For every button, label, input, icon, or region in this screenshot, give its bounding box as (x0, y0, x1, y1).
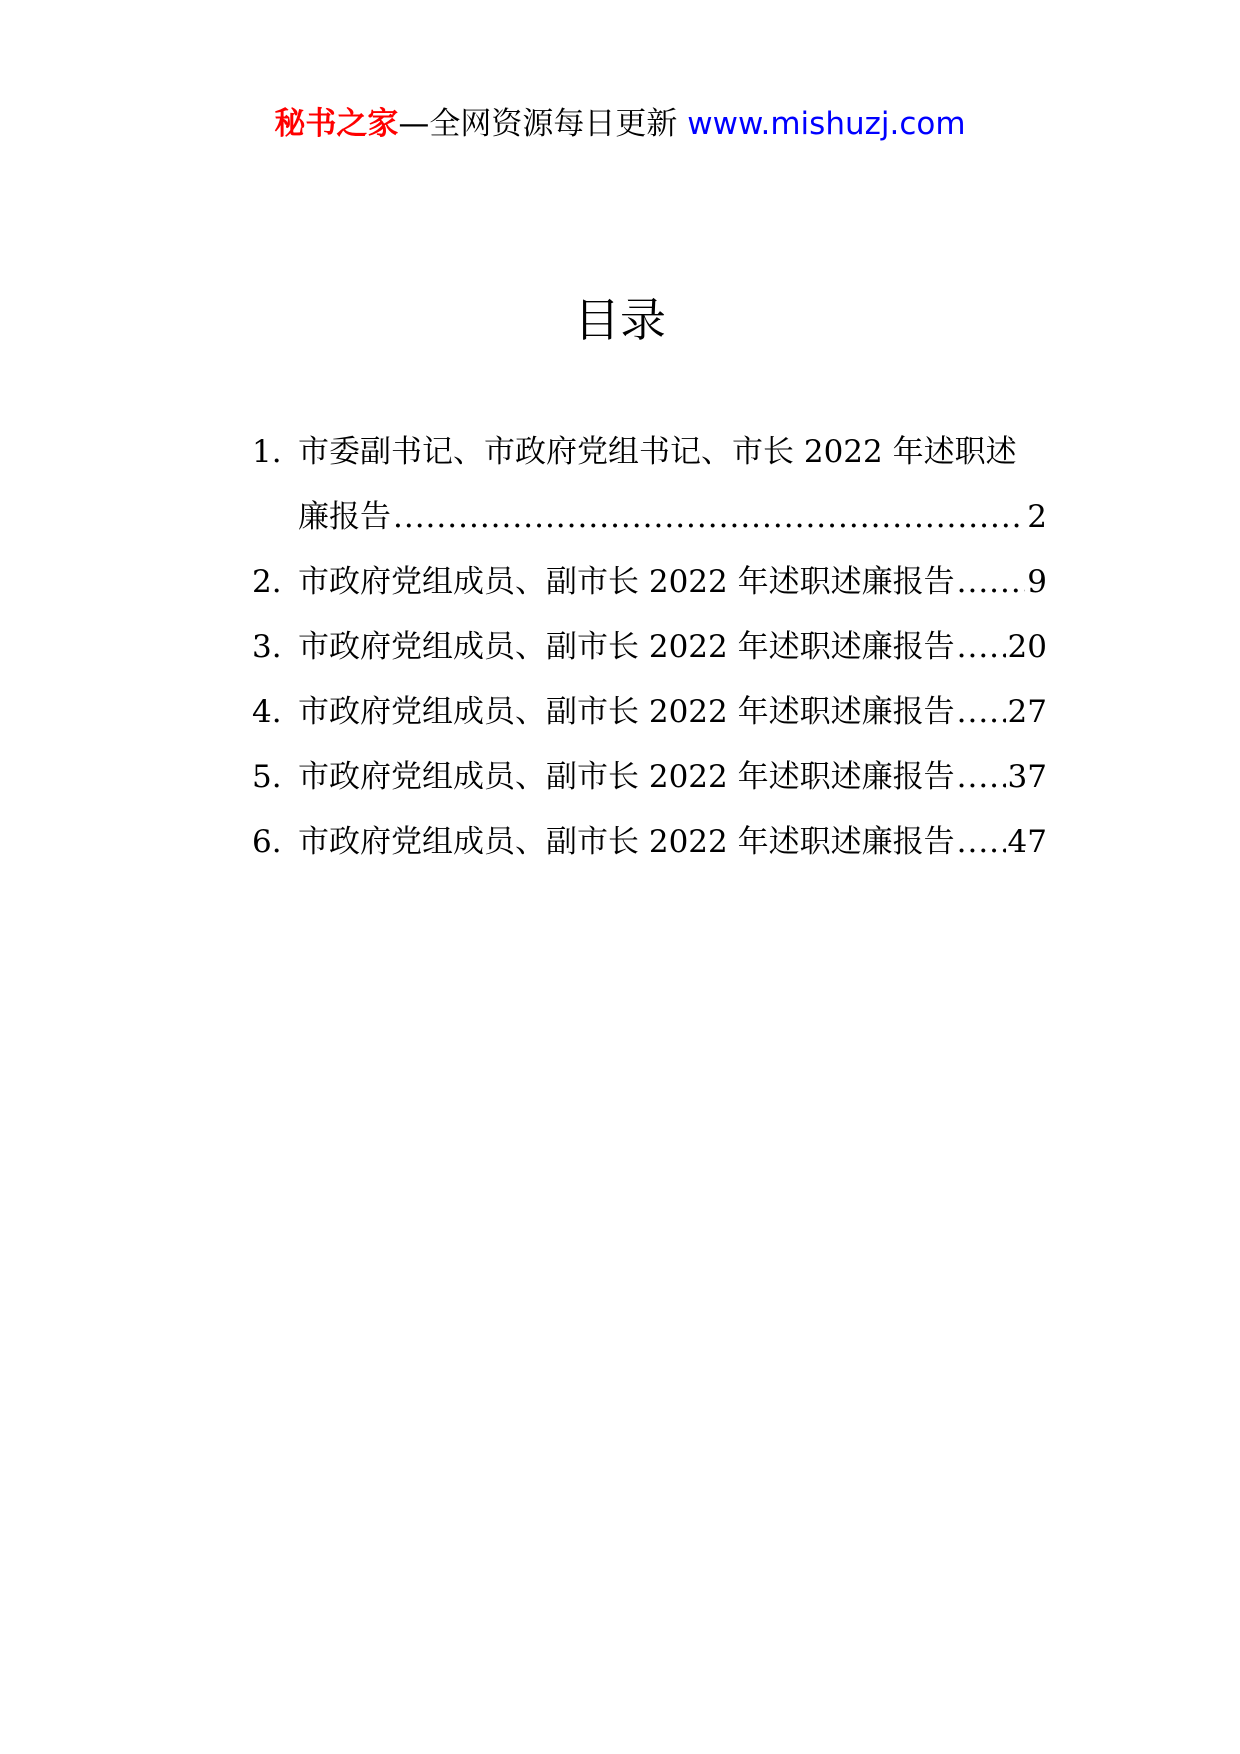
brand-name: 秘书之家 (274, 106, 399, 142)
page-header (0, 100, 1240, 148)
toc-entry-number: 5. (252, 759, 282, 795)
toc-entry-number: 6. (252, 824, 282, 860)
toc-entry-2[interactable] (252, 550, 1047, 615)
toc-entry-number: 3. (252, 629, 282, 665)
dot-leader (957, 745, 1006, 810)
toc-entry-title: 市政府党组成员、副市长 2022 年述职述廉报告 (298, 759, 955, 795)
toc-entry-page: 27 (1007, 694, 1047, 730)
toc-entry-title: 市政府党组成员、副市长 2022 年述职述廉报告 (298, 629, 955, 665)
toc-entry-6[interactable] (252, 810, 1047, 875)
toc-entry-page: 2 (1027, 499, 1047, 535)
toc-entry-title-line1: 市委副书记、市政府党组书记、市长 2022 年述职述 (298, 434, 1017, 470)
header-tagline: —全网资源每日更新 (398, 106, 678, 142)
toc-entry-4[interactable] (252, 680, 1047, 745)
toc-entry-page: 20 (1007, 629, 1047, 665)
toc-entry-title: 廉报告 (298, 499, 391, 535)
toc-entry-3[interactable] (252, 615, 1047, 680)
toc-entry-title: 市政府党组成员、副市长 2022 年述职述廉报告 (298, 824, 955, 860)
toc-entry-page: 9 (1027, 564, 1047, 600)
dot-leader (393, 485, 1025, 550)
dot-leader (957, 615, 1006, 680)
toc-entry-number: 2. (252, 564, 282, 600)
site-url-link[interactable]: www.mishuzj.com (687, 106, 966, 142)
toc-title: 目录 (574, 293, 666, 347)
toc-entry-page: 47 (1007, 824, 1047, 860)
dot-leader (957, 810, 1006, 875)
toc-entry-number: 4. (252, 694, 282, 730)
toc-entry-page: 37 (1007, 759, 1047, 795)
toc-entry-number: 1. (252, 434, 282, 470)
dot-leader (957, 550, 1026, 615)
toc-entry-5[interactable] (252, 745, 1047, 810)
toc-entry-title: 市政府党组成员、副市长 2022 年述职述廉报告 (298, 694, 955, 730)
toc-entry-1[interactable] (252, 420, 1047, 550)
dot-leader (957, 680, 1006, 745)
table-of-contents (252, 420, 1047, 875)
toc-entry-title: 市政府党组成员、副市长 2022 年述职述廉报告 (298, 564, 955, 600)
